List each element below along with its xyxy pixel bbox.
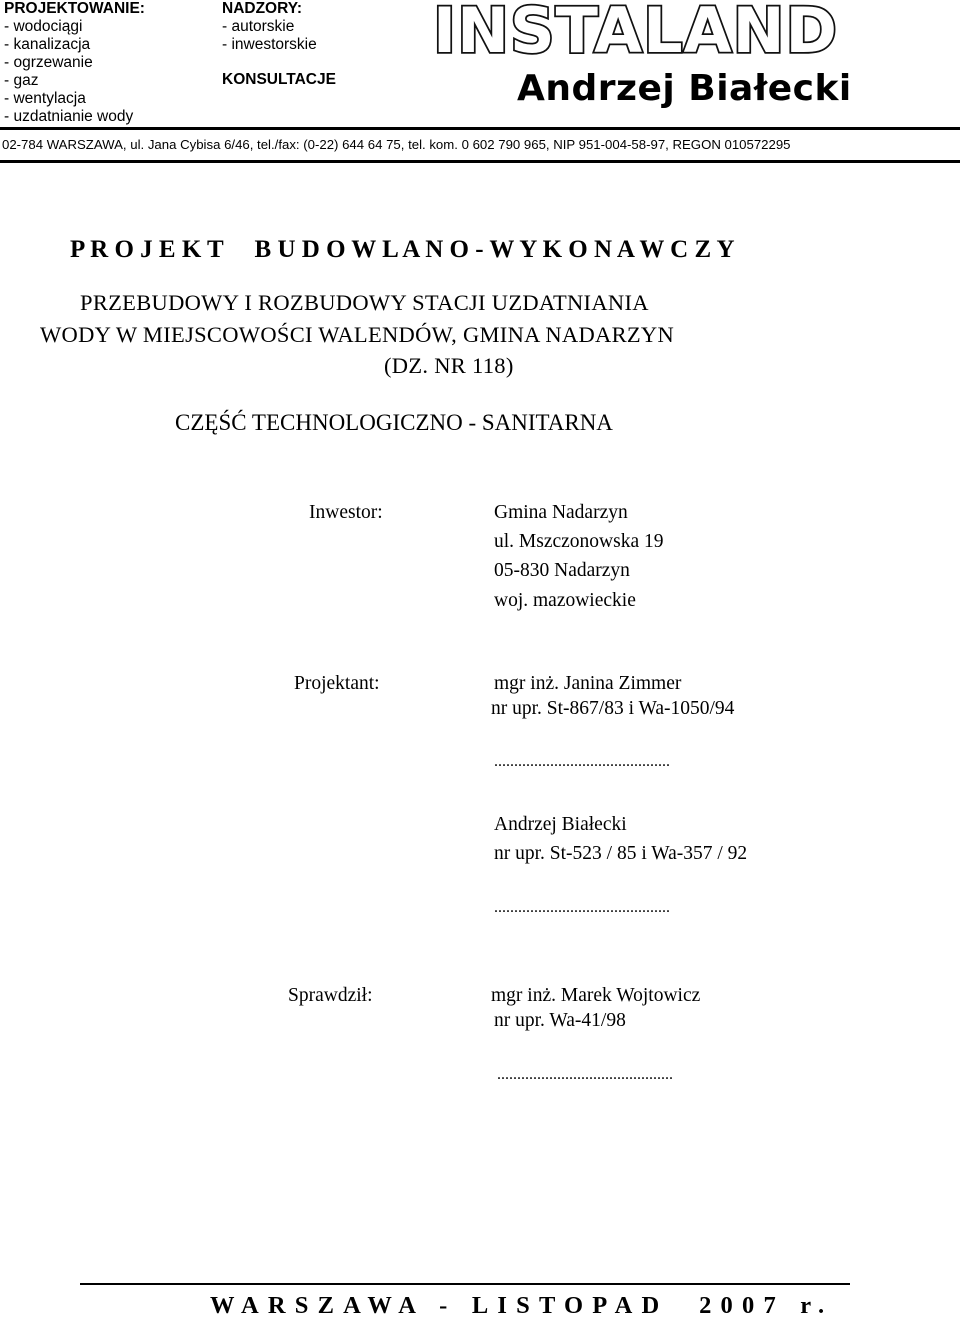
header-rule	[0, 160, 960, 163]
investor-line: woj. mazowieckie	[494, 590, 636, 611]
projects-item: - wentylacja	[4, 90, 86, 107]
investor-line: 05-830 Nadarzyn	[494, 560, 630, 581]
project-title-line: (DZ. NR 118)	[384, 353, 514, 378]
projects-item: - kanalizacja	[4, 36, 91, 53]
projects-item: - gaz	[4, 72, 39, 89]
project-title-line: PRZEBUDOWY I ROZBUDOWY STACJI UZDATNIANIA	[80, 290, 649, 315]
checker-name: mgr inż. Marek Wojtowicz	[491, 985, 701, 1006]
projects-item: - uzdatnianie wody	[4, 108, 134, 125]
checker-license: nr upr. Wa-41/98	[494, 1010, 626, 1031]
header-rule	[0, 127, 960, 130]
supervision-item: - autorskie	[222, 18, 295, 35]
investor-line: Gmina Nadarzyn	[494, 502, 628, 523]
supervision-item: - inwestorskie	[222, 36, 317, 53]
designer-name: mgr inż. Janina Zimmer	[494, 673, 682, 694]
signature-line: ............................................	[497, 1066, 673, 1083]
company-address: 02-784 WARSZAWA, ul. Jana Cybisa 6/46, tel./fax: (0-22) 644 64 75, tel. kom. 0 602 790 965, NIP 951-004-58-97, REGON 010572295	[2, 137, 791, 152]
company-owner: Andrzej Białecki	[517, 68, 852, 109]
company-logo: INSTALAND	[433, 0, 838, 67]
investor-label: Inwestor:	[309, 502, 383, 523]
signature-line: ............................................	[494, 753, 670, 770]
projects-item: - ogrzewanie	[4, 54, 93, 71]
designer-license: nr upr. St-867/83 i Wa-1050/94	[491, 698, 735, 719]
project-part: CZĘŚĆ TECHNOLOGICZNO - SANITARNA	[175, 410, 613, 435]
designer-label: Projektant:	[294, 673, 380, 694]
project-title-line: WODY W MIEJSCOWOŚCI WALENDÓW, GMINA NADARZYN	[40, 322, 675, 347]
footer-place-date: WARSZAWA - LISTOPAD 2007 r.	[210, 1292, 834, 1319]
designer-license: nr upr. St-523 / 85 i Wa-357 / 92	[494, 843, 748, 864]
projects-item: - wodociągi	[4, 18, 83, 35]
supervision-heading: NADZORY:	[222, 0, 303, 17]
project-type: P R O J E K T B U D O W L A N O - W Y K O N A W C Z Y	[70, 236, 735, 263]
checker-label: Sprawdził:	[288, 985, 373, 1006]
investor-line: ul. Mszczonowska 19	[494, 531, 664, 552]
footer-rule	[80, 1283, 850, 1285]
signature-line: ............................................	[494, 899, 670, 916]
projects-heading: PROJEKTOWANIE:	[4, 0, 145, 17]
consulting-label: KONSULTACJE	[222, 71, 336, 88]
designer-name: Andrzej Białecki	[494, 814, 627, 835]
